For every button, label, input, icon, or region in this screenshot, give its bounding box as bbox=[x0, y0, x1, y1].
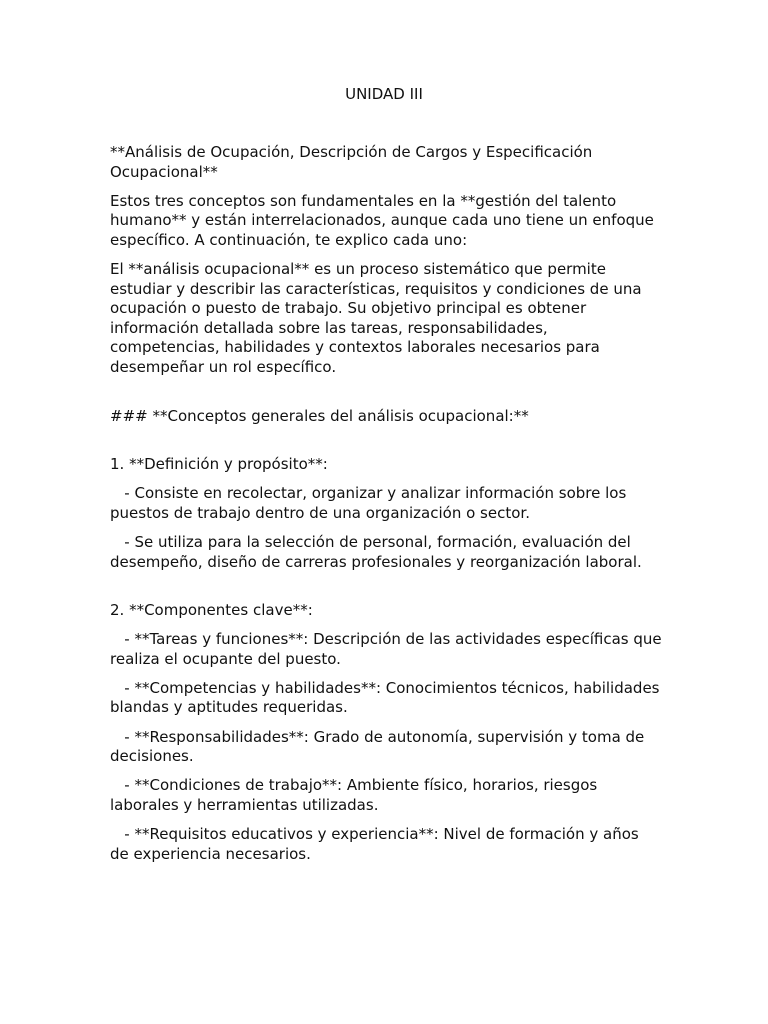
list-subitem: - **Condiciones de trabajo**: Ambiente físico, horarios, riesgos laborales y herramientas utilizadas. bbox=[110, 776, 598, 814]
section-heading: **Análisis de Ocupación, Descripción de Cargos y Especificación Ocupacional** bbox=[110, 143, 593, 181]
list-subitem: - **Competencias y habilidades**: Conocimientos técnicos, habilidades blandas y aptitudes requeridas. bbox=[110, 678, 660, 717]
definition-paragraph: El **análisis ocupacional** es un proceso sistemático que permite estudiar y describir las características, requisitos y condiciones de una ocupación o puesto de trabajo. Su objetivo principal es obtener información detallada sobre las tareas, responsabilidades, competencias, habilidades y contextos laborales necesarios para desempeñar un rol específico. bbox=[110, 259, 642, 376]
document-title: UNIDAD III bbox=[345, 85, 423, 103]
list-subitem: - Se utiliza para la selección de personal, formación, evaluación del desempeño, diseño de carreras profesionales y reorganización laboral. bbox=[110, 532, 642, 571]
list-item-heading: 1. **Definición y propósito**: bbox=[110, 455, 328, 474]
document-body bbox=[110, 143, 662, 874]
intro-paragraph: Estos tres conceptos son fundamentales en la **gestión del talento humano** y están interrelacionados, aunque cada uno tiene un enfoque específico. A continuación, te explico cada uno: bbox=[110, 191, 654, 249]
list-subitem: - **Tareas y funciones**: Descripción de las actividades específicas que realiza el ocupante del puesto. bbox=[110, 630, 662, 668]
subsection-heading: ### **Conceptos generales del análisis ocupacional:** bbox=[110, 406, 529, 425]
list-subitem: - **Requisitos educativos y experiencia**: Nivel de formación y años de experiencia necesarios. bbox=[110, 824, 639, 863]
list-item-heading: 2. **Componentes clave**: bbox=[110, 601, 313, 620]
list-subitem: - Consiste en recolectar, organizar y analizar información sobre los puestos de trabajo dentro de una organización o sector. bbox=[110, 484, 627, 522]
list-subitem: - **Responsabilidades**: Grado de autonomía, supervisión y toma de decisiones. bbox=[110, 727, 645, 766]
